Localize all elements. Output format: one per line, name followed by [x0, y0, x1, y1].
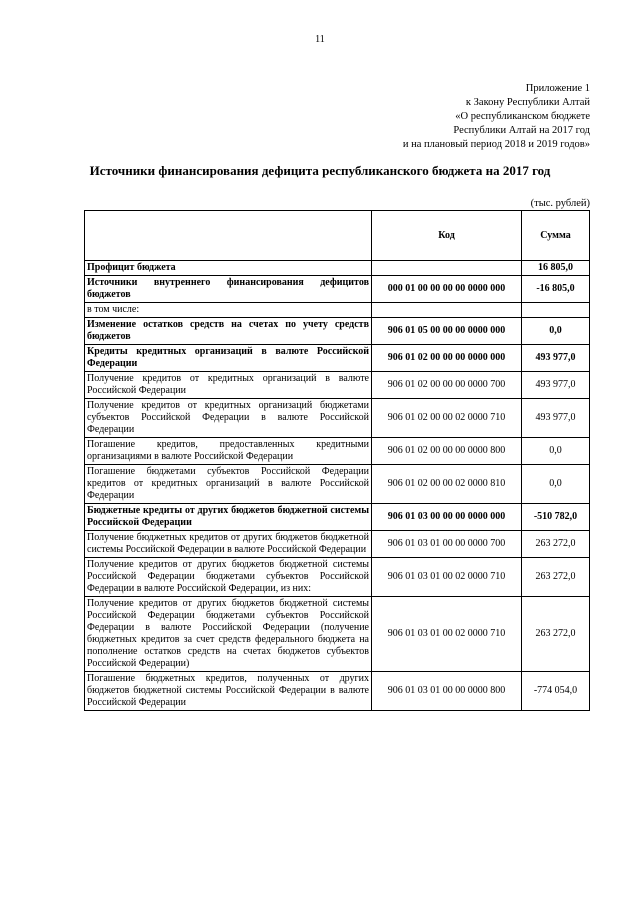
- row-sum-cell: 263 272,0: [522, 597, 590, 672]
- row-sum-cell: -510 782,0: [522, 504, 590, 531]
- row-sum-cell: 0,0: [522, 438, 590, 465]
- table-row: [85, 399, 590, 438]
- table-row: [85, 372, 590, 399]
- row-code-cell: 000 01 00 00 00 00 0000 000: [372, 276, 522, 303]
- row-name-cell: Изменение остатков средств на счетах по учету средств бюджетов: [85, 318, 372, 345]
- row-sum-cell: -774 054,0: [522, 672, 590, 711]
- units-label: (тыс. рублей): [530, 198, 590, 209]
- table-row: [85, 318, 590, 345]
- table-body: [85, 261, 590, 711]
- row-name-cell: Источники внутреннего финансирования дефицитов бюджетов: [85, 276, 372, 303]
- appendix-line: Республики Алтай на 2017 год: [453, 125, 590, 136]
- financing-sources-table: [84, 210, 590, 711]
- appendix-line: «О республиканском бюджете: [455, 111, 590, 122]
- row-code-cell: 906 01 03 01 00 00 0000 700: [372, 531, 522, 558]
- row-name-cell: Погашение кредитов, предоставленных кредитными организациями в валюте Российской Федерации: [85, 438, 372, 465]
- row-code-cell: 906 01 03 00 00 00 0000 000: [372, 504, 522, 531]
- header-name: [85, 211, 372, 261]
- appendix-note: [330, 82, 590, 152]
- table-row: [85, 261, 590, 276]
- row-code-cell: [372, 261, 522, 276]
- document-title: Источники финансирования дефицита республиканского бюджета на 2017 год: [89, 163, 551, 178]
- row-code-cell: 906 01 02 00 00 02 0000 810: [372, 465, 522, 504]
- table-row: [85, 438, 590, 465]
- row-sum-cell: 493 977,0: [522, 345, 590, 372]
- row-name-cell: Получение кредитов от других бюджетов бюджетной системы Российской Федерации бюджетами субъектов Российской Федерации в валюте Российской Федерации, из них:: [85, 558, 372, 597]
- row-code-cell: 906 01 03 01 00 02 0000 710: [372, 558, 522, 597]
- row-sum-cell: 263 272,0: [522, 558, 590, 597]
- row-sum-cell: [522, 303, 590, 318]
- row-sum-cell: 0,0: [522, 318, 590, 345]
- table-row: [85, 303, 590, 318]
- row-code-cell: 906 01 02 00 00 00 0000 800: [372, 438, 522, 465]
- row-code-cell: 906 01 03 01 00 02 0000 710: [372, 597, 522, 672]
- appendix-line: к Закону Республики Алтай: [465, 97, 590, 108]
- row-name-cell: Профицит бюджета: [85, 261, 372, 276]
- appendix-line: Приложение 1: [525, 83, 590, 94]
- row-name-cell: Погашение бюджетных кредитов, полученных от других бюджетов бюджетной системы Российской Федерации в валюте Российской Федерации: [85, 672, 372, 711]
- row-sum-cell: 0,0: [522, 465, 590, 504]
- table-row: [85, 597, 590, 672]
- row-name-cell: Погашение бюджетами субъектов Российской Федерации кредитов от кредитных организаций в валюте Российской Федерации: [85, 465, 372, 504]
- appendix-line: и на плановый период 2018 и 2019 годов»: [402, 139, 590, 150]
- row-code-cell: 906 01 02 00 00 00 0000 000: [372, 345, 522, 372]
- row-code-cell: 906 01 03 01 00 00 0000 800: [372, 672, 522, 711]
- header-sum: Сумма: [522, 211, 590, 261]
- table-row: [85, 531, 590, 558]
- table-row: [85, 276, 590, 303]
- row-name-cell: Бюджетные кредиты от других бюджетов бюджетной системы Российской Федерации: [85, 504, 372, 531]
- row-name-cell: Получение бюджетных кредитов от других бюджетов бюджетной системы Российской Федерации в валюте Российской Федерации: [85, 531, 372, 558]
- row-name-cell: Кредиты кредитных организаций в валюте Российской Федерации: [85, 345, 372, 372]
- row-name-cell: Получение кредитов от кредитных организаций в валюте Российской Федерации: [85, 372, 372, 399]
- row-code-cell: 906 01 05 00 00 00 0000 000: [372, 318, 522, 345]
- row-sum-cell: -16 805,0: [522, 276, 590, 303]
- table-row: [85, 345, 590, 372]
- row-sum-cell: 493 977,0: [522, 372, 590, 399]
- table-row: [85, 504, 590, 531]
- row-sum-cell: 16 805,0: [522, 261, 590, 276]
- header-code: Код: [372, 211, 522, 261]
- row-sum-cell: 493 977,0: [522, 399, 590, 438]
- row-name-cell: в том числе:: [85, 303, 372, 318]
- table-row: [85, 558, 590, 597]
- row-code-cell: 906 01 02 00 00 02 0000 710: [372, 399, 522, 438]
- row-sum-cell: 263 272,0: [522, 531, 590, 558]
- row-name-cell: Получение кредитов от других бюджетов бюджетной системы Российской Федерации бюджетами субъектов Российской Федерации в валюте Российской Федерации (получение бюджетных кредитов за счет средств федерального бюджета на пополнение остатков средств на счетах бюджетов субъектов Российской Федерации): [85, 597, 372, 672]
- row-code-cell: 906 01 02 00 00 00 0000 700: [372, 372, 522, 399]
- table-header-row: [85, 211, 590, 261]
- table-row: [85, 672, 590, 711]
- table-row: [85, 465, 590, 504]
- row-code-cell: [372, 303, 522, 318]
- row-name-cell: Получение кредитов от кредитных организаций бюджетами субъектов Российской Федерации в валюте Российской Федерации: [85, 399, 372, 438]
- page-number: 11: [315, 34, 325, 45]
